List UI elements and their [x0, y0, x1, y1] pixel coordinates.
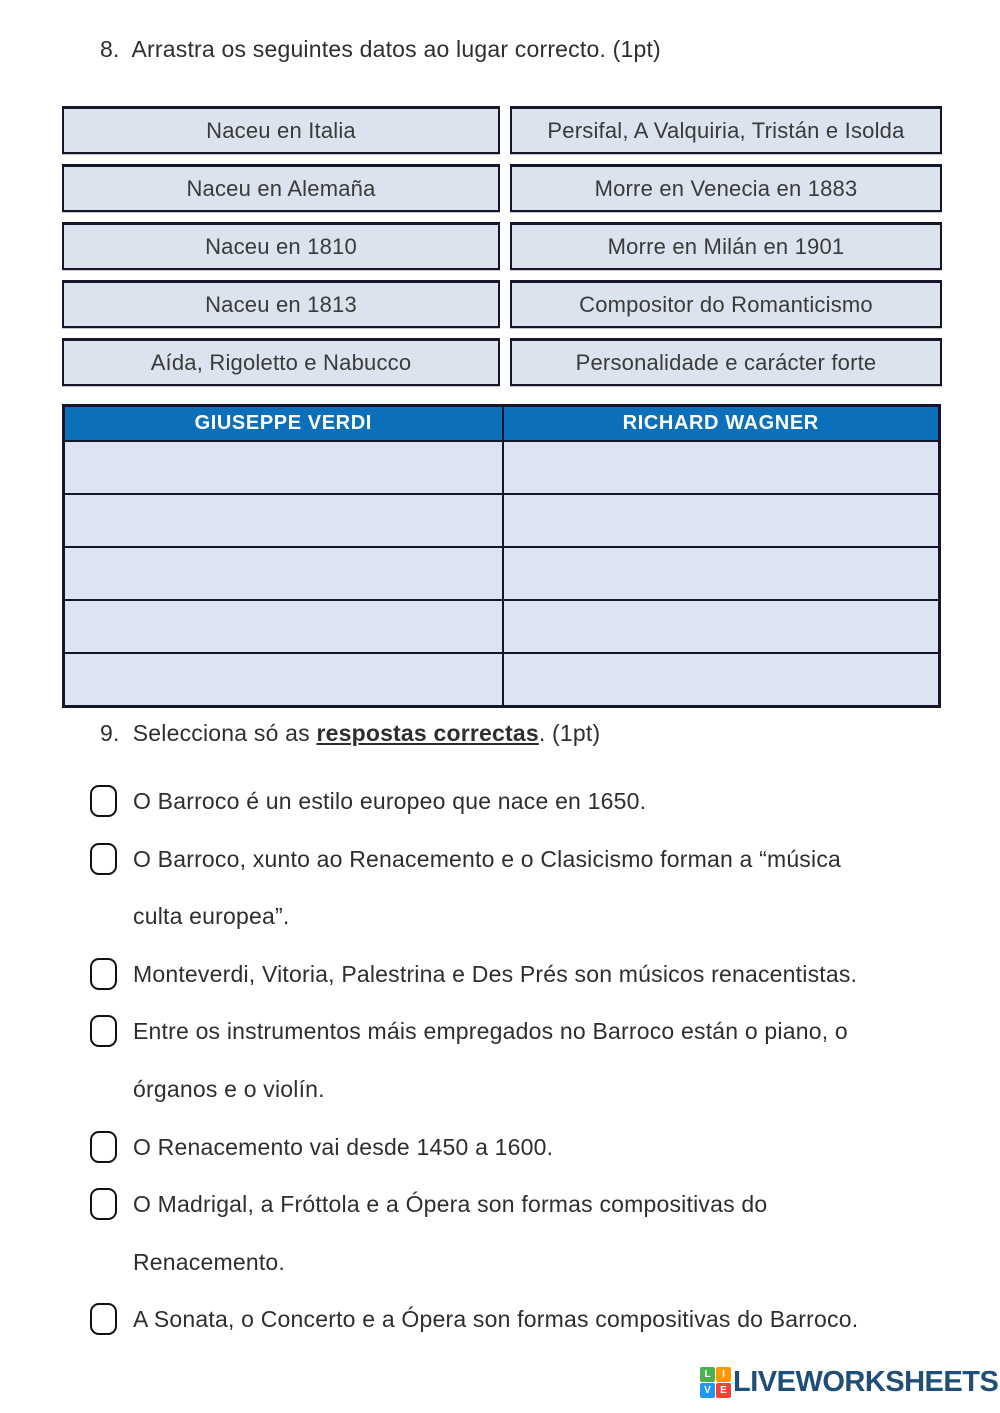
question9-title-emphasis: respostas correctas — [316, 720, 539, 746]
q9-options — [90, 773, 935, 1349]
drop-cell[interactable] — [502, 548, 939, 599]
column-header-verdi: GIUSEPPE VERDI — [194, 412, 372, 434]
drag-item[interactable]: Aída, Rigoletto e Nabucco — [62, 338, 500, 386]
drop-cell[interactable] — [65, 654, 502, 705]
table-row — [65, 546, 938, 599]
drop-cell[interactable] — [65, 442, 502, 493]
checkbox[interactable] — [90, 1015, 117, 1047]
checkbox-option — [90, 946, 935, 1004]
drag-item[interactable]: Naceu en 1810 — [62, 222, 500, 270]
checkbox-option — [90, 1176, 935, 1291]
checkbox[interactable] — [90, 785, 117, 817]
checkbox[interactable] — [90, 1303, 117, 1335]
option-text: O Renacemento vai desde 1450 a 1600. — [133, 1133, 554, 1160]
drag-item[interactable]: Personalidade e carácter forte — [510, 338, 942, 386]
column-header-wagner: RICHARD WAGNER — [502, 407, 939, 440]
liveworksheets-logo[interactable] — [700, 1366, 998, 1399]
table-row — [65, 599, 938, 652]
answer-table-header — [65, 407, 938, 440]
option-text: A Sonata, o Concerto e a Ópera son formas compositivas do Barroco. — [133, 1306, 859, 1333]
drag-grid — [62, 106, 942, 386]
checkbox[interactable] — [90, 958, 117, 990]
option-text: Entre os instrumentos máis empregados no Barroco están o piano, o órganos e o violín. — [133, 1018, 848, 1102]
drop-cell[interactable] — [65, 495, 502, 546]
drag-item[interactable]: Naceu en Italia — [62, 106, 500, 154]
table-row — [65, 440, 938, 493]
logo-square: V — [700, 1383, 715, 1398]
checkbox-option — [90, 773, 935, 831]
option-text: O Madrigal, a Fróttola e a Ópera son formas compositivas do Renacemento. — [133, 1191, 768, 1275]
logo-square: I — [716, 1367, 731, 1382]
drop-cell[interactable] — [502, 601, 939, 652]
table-row — [65, 493, 938, 546]
checkbox-option — [90, 831, 935, 946]
checkbox[interactable] — [90, 843, 117, 875]
drag-item[interactable]: Persifal, A Valquiria, Tristán e Isolda — [510, 106, 942, 154]
checkbox-option — [90, 1119, 935, 1177]
drag-item[interactable]: Naceu en Alemaña — [62, 164, 500, 212]
question9-title-prefix: 9. Selecciona só as — [100, 720, 317, 746]
checkbox[interactable] — [90, 1188, 117, 1220]
answer-table — [62, 404, 941, 708]
option-text: O Barroco é un estilo europeo que nace en 1650. — [133, 788, 647, 814]
question9-title — [100, 720, 600, 747]
table-row — [65, 652, 938, 705]
logo-square: L — [700, 1367, 715, 1382]
option-text: O Barroco, xunto ao Renacemento e o Clasicismo forman a “música culta europea”. — [133, 845, 842, 930]
liveworksheets-icon — [700, 1367, 731, 1398]
drop-cell[interactable] — [502, 495, 939, 546]
drag-item[interactable]: Morre en Milán en 1901 — [510, 222, 942, 270]
checkbox[interactable] — [90, 1131, 117, 1163]
drag-item[interactable]: Naceu en 1813 — [62, 280, 500, 328]
drag-item[interactable]: Compositor do Romanticismo — [510, 280, 942, 328]
option-text: Monteverdi, Vitoria, Palestrina e Des Prés son músicos renacentistas. — [133, 960, 858, 987]
drop-cell[interactable] — [502, 442, 939, 493]
question9-title-suffix: . (1pt) — [538, 720, 601, 746]
question8-title: 8. Arrastra os seguintes datos ao lugar correcto. (1pt) — [100, 36, 661, 62]
drag-item[interactable]: Morre en Venecia en 1883 — [510, 164, 942, 212]
checkbox-option — [90, 1003, 935, 1118]
answer-table-body — [65, 440, 938, 705]
drop-cell[interactable] — [65, 601, 502, 652]
drop-cell[interactable] — [65, 548, 502, 599]
liveworksheets-logo-text: LIVEWORKSHEETS — [733, 1366, 999, 1398]
drop-cell[interactable] — [502, 654, 939, 705]
logo-square: E — [716, 1383, 731, 1398]
checkbox-option — [90, 1291, 935, 1349]
